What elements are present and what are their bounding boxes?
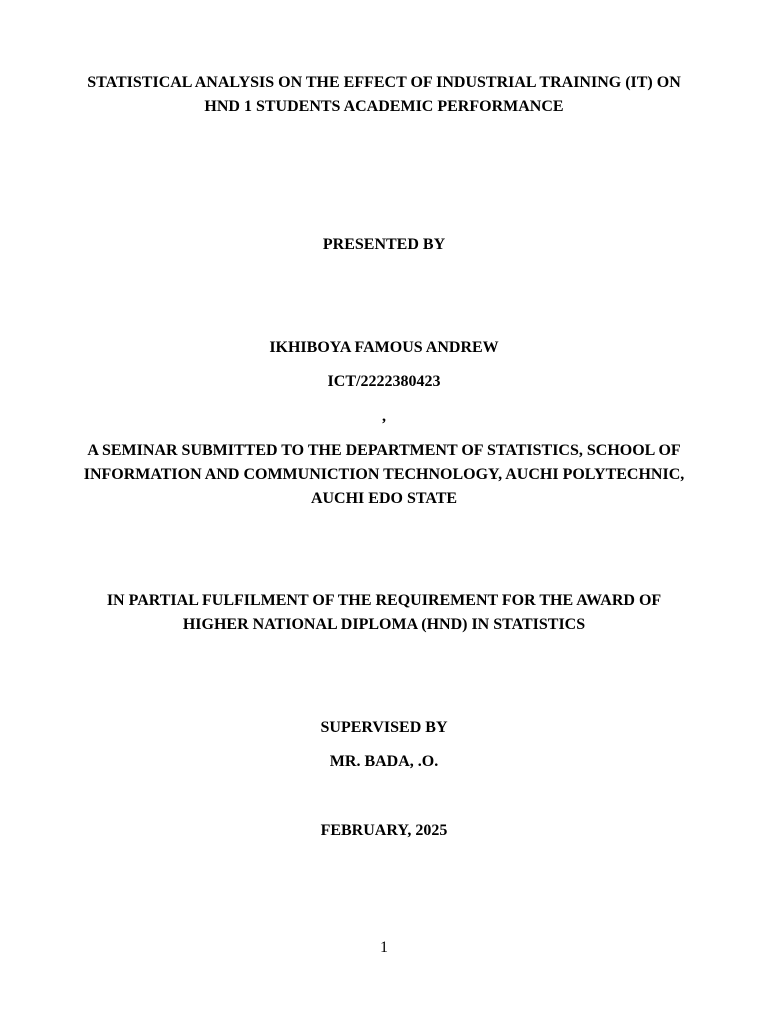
title-line: HND 1 STUDENTS ACADEMIC PERFORMANCE (204, 98, 564, 115)
page-number: 1 (380, 939, 388, 956)
document-title (40, 71, 728, 119)
author-id: ICT/2222380423 (327, 373, 441, 390)
author-name: IKHIBOYA FAMOUS ANDREW (269, 339, 499, 356)
supervisor-name: MR. BADA, .O. (329, 753, 439, 770)
separator: , (382, 408, 386, 425)
title-line: STATISTICAL ANALYSIS ON THE EFFECT OF INDUSTRIAL TRAINING (IT) ON (87, 74, 681, 91)
submission-date: FEBRUARY, 2025 (320, 822, 448, 839)
seminar-line: INFORMATION AND COMMUNICTION TECHNOLOGY, AUCHI POLYTECHNIC, (83, 466, 685, 483)
seminar-line: AUCHI EDO STATE (310, 490, 458, 507)
fulfilment-statement (40, 589, 728, 637)
fulfilment-line: HIGHER NATIONAL DIPLOMA (HND) IN STATISTICS (182, 616, 586, 633)
fulfilment-line: IN PARTIAL FULFILMENT OF THE REQUIREMENT FOR THE AWARD OF (106, 592, 662, 609)
seminar-line: A SEMINAR SUBMITTED TO THE DEPARTMENT OF STATISTICS, SCHOOL OF (87, 442, 681, 459)
seminar-statement (40, 439, 728, 511)
presented-by-label: PRESENTED BY (322, 236, 446, 253)
supervised-by-label: SUPERVISED BY (320, 719, 448, 736)
